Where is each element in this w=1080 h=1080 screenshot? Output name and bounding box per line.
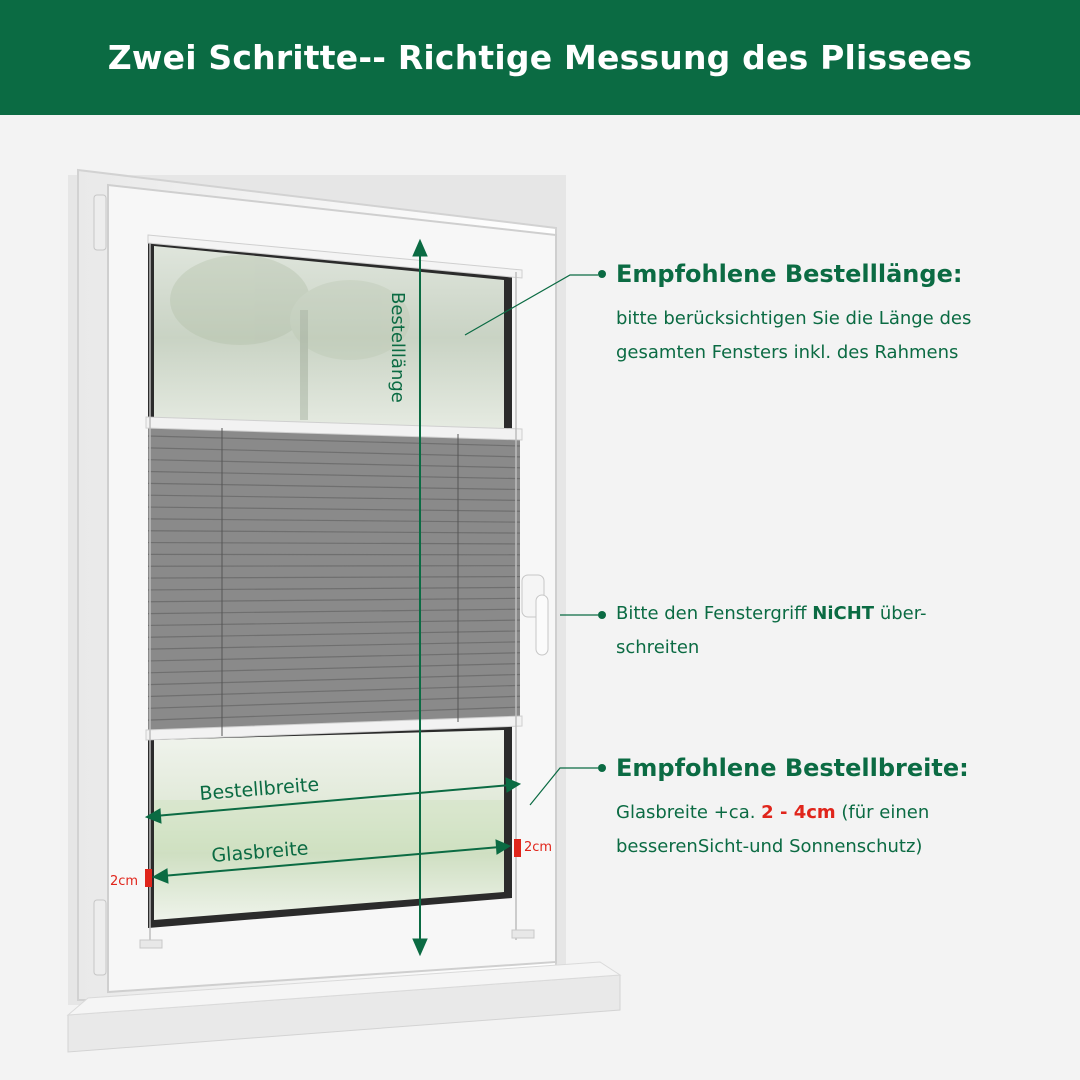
bullet-icon xyxy=(598,764,606,772)
note-width-text-after: (für einen xyxy=(835,802,930,823)
note-handle-text-after: über- xyxy=(874,603,927,624)
order-width-label: Bestellbreite xyxy=(198,773,320,805)
note-handle-line1 xyxy=(616,597,926,631)
note-order-width xyxy=(616,752,969,864)
note-length-line2: gesamten Fensters inkl. des Rahmens xyxy=(616,342,959,363)
note-handle-line2: schreiten xyxy=(616,637,700,658)
lawn-reflection xyxy=(154,800,504,850)
margin-right-label: 2cm xyxy=(524,840,553,855)
pleated-blind xyxy=(146,417,522,740)
note-width-range: 2 - 4cm xyxy=(761,802,836,823)
note-handle-text-before: Bitte den Fenstergriff xyxy=(616,603,813,624)
note-handle-emphasis: NiCHT xyxy=(812,603,875,624)
pleat-line xyxy=(148,566,520,567)
bottom-clip-right xyxy=(512,930,534,938)
hinge-top xyxy=(94,195,106,250)
bottom-clip-left xyxy=(140,940,162,948)
header-banner xyxy=(0,0,1080,115)
hinge-bottom xyxy=(94,900,106,975)
note-order-length xyxy=(616,258,971,370)
margin-marker-right xyxy=(514,839,521,857)
note-width-line2: besserenSicht-und Sonnenschutz) xyxy=(616,836,923,857)
glass-width-label: Glasbreite xyxy=(210,837,310,867)
bullet-icon xyxy=(598,270,606,278)
note-width-title: Empfohlene Bestellbreite: xyxy=(616,754,969,782)
length-label: Bestelllänge xyxy=(387,292,408,403)
note-width-text-before: Glasbreite +ca. xyxy=(616,802,762,823)
page-title: Zwei Schritte-- Richtige Messung des Plissees xyxy=(107,38,973,77)
margin-left-label: 2cm xyxy=(110,874,139,889)
bullet-icon xyxy=(598,611,606,619)
note-width-line1 xyxy=(616,796,969,830)
note-length-title: Empfohlene Bestelllänge: xyxy=(616,260,963,288)
margin-marker-left xyxy=(145,869,152,887)
note-handle xyxy=(616,597,926,665)
note-length-line1: bitte berücksichtigen Sie die Länge des xyxy=(616,308,972,329)
